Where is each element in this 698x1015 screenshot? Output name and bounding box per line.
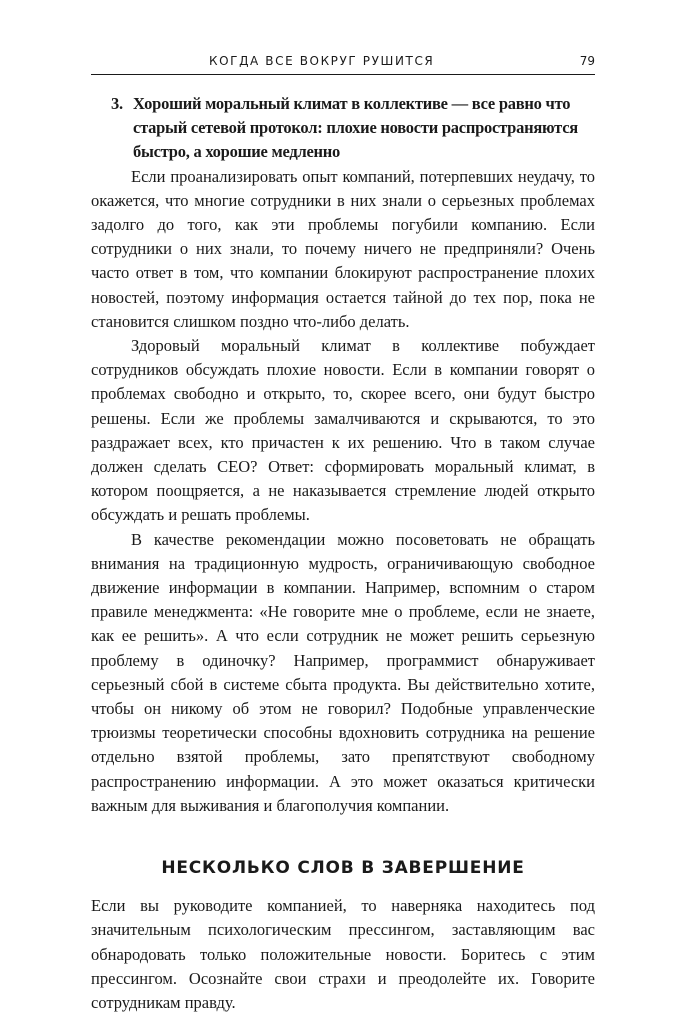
running-title: КОГДА ВСЕ ВОКРУГ РУШИТСЯ xyxy=(209,54,435,68)
page-number: 79 xyxy=(579,54,595,68)
running-header xyxy=(91,50,595,75)
section-title: НЕСКОЛЬКО СЛОВ В ЗАВЕРШЕНИЕ xyxy=(161,858,525,879)
section-paragraph: Если вы руководите компанией, то наверняка находитесь под значительным психологическим прессингом, заставляющим вас обнародовать только положительные новости. Боритесь с этим прессингом. Осознайте свои страхи и преодолейте их. Говорите сотрудникам правду. xyxy=(91,896,595,1012)
page-body xyxy=(91,92,595,1015)
list-item-heading xyxy=(111,92,595,165)
body-paragraph: Здоровый моральный климат в коллективе побуждает сотрудников обсуждать плохие новости. Если в компании говорят о проблемах свободно и открыто, то, скорее всего, они будут быстро решены. Если же проблемы замалчиваются и скрываются, то это раздражает всех, кто причастен к их решению. Что в таком случае должен сделать CEO? Ответ: сформировать моральный климат, в котором поощряется, а не наказывается стремление людей открыто обсуждать и решать проблемы. xyxy=(91,336,595,525)
list-item-number: 3. xyxy=(111,94,123,113)
body-paragraph: В качестве рекомендации можно посоветовать не обращать внимания на традиционную мудрость, ограничивающую свободное движение информации в компании. Например, вспомним о старом правиле менеджмента: «Не говорите мне о проблеме, если не знаете, как ее решить». А что если сотрудник не может решить серьезную проблему в одиночку? Например, программист обнаруживает серьезный сбой в системе сбыта продукта. Вы действительно хотите, чтобы он никому об этом не говорил? Подобные управленческие трюизмы теоретически способны вдохновить сотрудника на решение отдельно взятой проблемы, зато препятствуют свободному распространению информации. А это может оказаться критически важным для выживания и благополучия компании. xyxy=(91,529,595,815)
body-paragraph: Если проанализировать опыт компаний, потерпевших неудачу, то окажется, что многие сотрудники в них знали о серьезных проблемах задолго до того, как эти проблемы погубили компанию. Если сотрудники о них знали, то почему ничего не предприняли? Очень часто ответ в том, что компании блокируют распространение плохих новостей, поэтому информация остается тайной до тех пор, пока не становится слишком поздно что-либо делать. xyxy=(91,166,595,331)
list-item-heading-text: Хороший моральный климат в коллективе — все равно что старый сетевой протокол: плохие новости распространяются быстро, а хорошие медленно xyxy=(133,94,578,162)
